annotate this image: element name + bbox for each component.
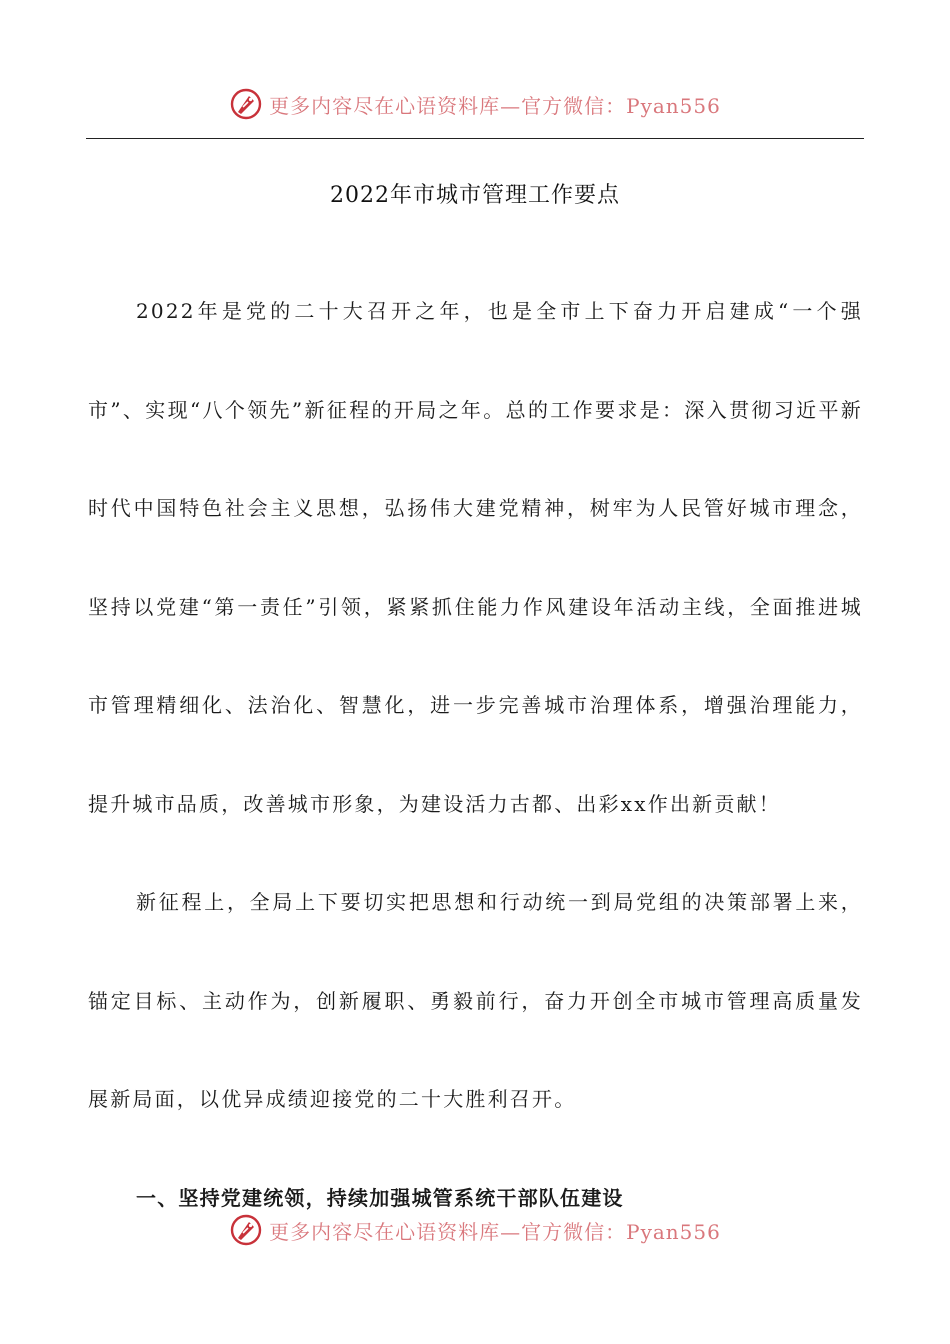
watermark-text: 更多内容尽在心语资料库—官方微信：Pyan556 [269, 93, 721, 118]
body-paragraph-1: 2022年是党的二十大召开之年，也是全市上下奋力开启建成“一个强市”、实现“八个领先”新征程的开局之年。总的工作要求是：深入贯彻习近平新时代中国特色社会主义思想，弘扬伟大建党精神，树牢为人民管好城市理念，坚持以党建“第一责任”引领，紧紧抓住能力作风建设年活动主线，全面推进城市管理精细化、法治化、智慧化，进一步完善城市治理体系，增强治理能力，提升城市品质，改善城市形象，为建设活力古都、出彩xx作出新贡献！ [88, 299, 863, 816]
watermark-text: 更多内容尽在心语资料库—官方微信：Pyan556 [269, 1219, 721, 1244]
document-title: 2022年市城市管理工作要点 [330, 183, 620, 208]
section-heading-1: 一、坚持党建统领，持续加强城管系统干部队伍建设 [136, 1185, 624, 1210]
header-divider [86, 138, 864, 139]
pen-nib-logo-icon [229, 1213, 263, 1247]
watermark-header [0, 84, 950, 124]
document-body [88, 262, 863, 1247]
body-paragraph-2: 新征程上，全局上下要切实把思想和行动统一到局党组的决策部署上来，锚定目标、主动作为，创新履职、勇毅前行，奋力开创全市城市管理高质量发展新局面，以优异成绩迎接党的二十大胜利召开。 [88, 890, 863, 1111]
watermark-footer [0, 1210, 950, 1250]
pen-nib-logo-icon [229, 87, 263, 121]
